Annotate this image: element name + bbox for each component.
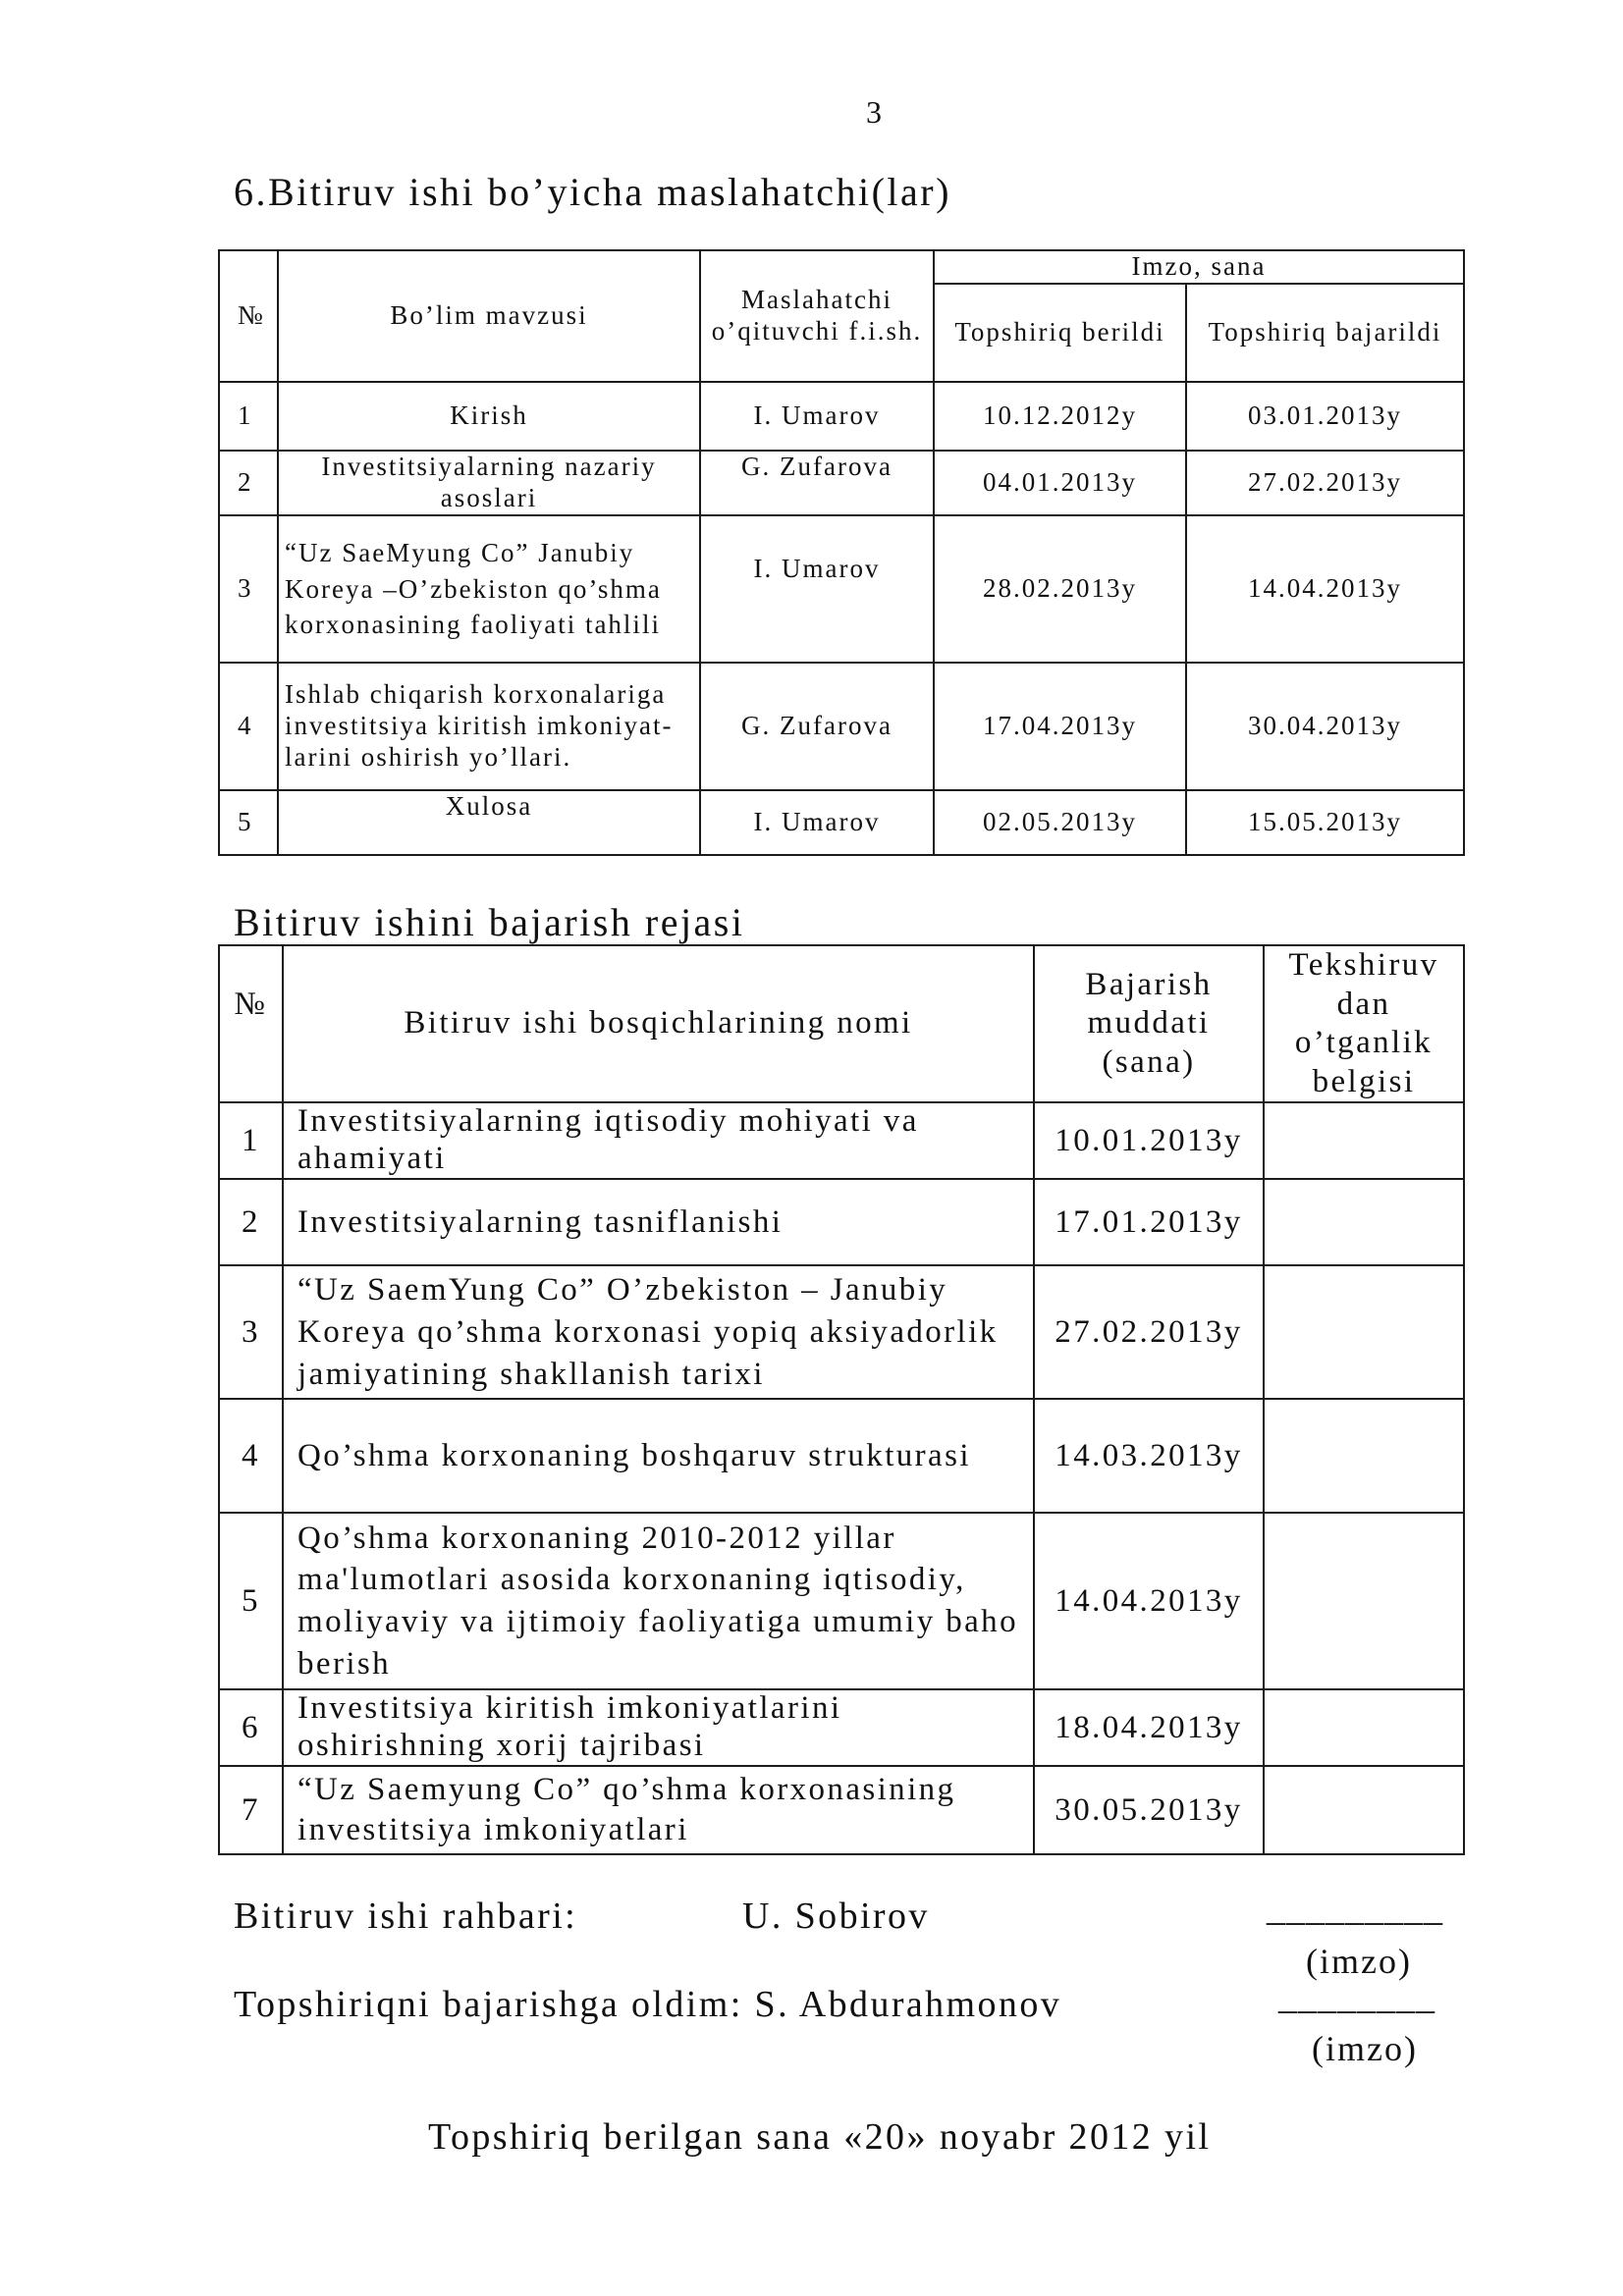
- row-done: 15.05.2013y: [1186, 790, 1464, 855]
- table-row: [219, 515, 1464, 663]
- row-check: [1264, 1102, 1464, 1179]
- header-check: Tekshiruv dan o’tganlik belgisi: [1264, 945, 1464, 1102]
- student-signature-line: ________: [1278, 1976, 1435, 2017]
- table-row: [219, 451, 1464, 515]
- row-deadline: 14.04.2013y: [1034, 1513, 1264, 1689]
- row-stage: Investitsiya kiritish imkoniyatlarini oshirishning xorij tajribasi: [283, 1689, 1034, 1766]
- row-num: 4: [219, 1399, 283, 1513]
- row-deadline: 18.04.2013y: [1034, 1689, 1264, 1766]
- row-stage: Qo’shma korxonaning boshqaruv strukturasi: [283, 1399, 1034, 1513]
- row-topic: Xulosa: [278, 790, 700, 855]
- header-stage: Bitiruv ishi bosqichlarining nomi: [283, 945, 1034, 1102]
- header-given: Topshiriq berildi: [934, 284, 1186, 382]
- row-deadline: 27.02.2013y: [1034, 1265, 1264, 1399]
- row-check: [1264, 1766, 1464, 1854]
- row-check: [1264, 1399, 1464, 1513]
- student-signature-note: (imzo): [1312, 2029, 1418, 2068]
- header-num: №: [219, 250, 278, 382]
- table-row: [219, 790, 1464, 855]
- row-check: [1264, 1265, 1464, 1399]
- row-deadline: 10.01.2013y: [1034, 1102, 1264, 1179]
- row-done: 14.04.2013y: [1186, 515, 1464, 663]
- row-given: 04.01.2013y: [934, 451, 1186, 515]
- row-stage: Investitsiyalarning iqtisodiy mohiyati va ahamiyati: [283, 1102, 1034, 1179]
- row-deadline: 17.01.2013y: [1034, 1179, 1264, 1265]
- row-done: 03.01.2013y: [1186, 382, 1464, 451]
- header-sign-date: Imzo, sana: [934, 250, 1464, 284]
- table-row: [219, 1689, 1464, 1766]
- row-given: 28.02.2013y: [934, 515, 1186, 663]
- row-check: [1264, 1689, 1464, 1766]
- row-advisor: G. Zufarova: [700, 451, 934, 515]
- table-row: [219, 1179, 1464, 1265]
- row-topic: Investitsiyalarning nazariy asoslari: [278, 451, 700, 515]
- row-given: 02.05.2013y: [934, 790, 1186, 855]
- table-row: [219, 1265, 1464, 1399]
- supervisor-label: Bitiruv ishi rahbari:: [234, 1896, 578, 1937]
- header-advisor: Maslahatchi o’qituvchi f.i.sh.: [700, 250, 934, 382]
- page-number: 3: [866, 94, 882, 130]
- row-num: 3: [219, 1265, 283, 1399]
- supervisor-signature-line: _________: [1267, 1888, 1443, 1929]
- student-acceptance: Topshiriqni bajarishga oldim: S. Abdurahmonov: [234, 1984, 1062, 2025]
- row-num: 2: [219, 451, 278, 515]
- table-row: [219, 1399, 1464, 1513]
- row-stage: Qo’shma korxonaning 2010-2012 yillar ma'lumotlari asosida korxonaning iqtisodiy, moliyaviy va ijtimoiy faoliyatiga umumiy baho berish: [283, 1513, 1034, 1689]
- work-plan-table: [218, 944, 1465, 1855]
- row-stage: “Uz SaemYung Co” O’zbekiston – Janubiy Koreya qo’shma korxonasi yopiq aksiyadorlik jamiyatining shakllanish tarixi: [283, 1265, 1034, 1399]
- table-row: [219, 1766, 1464, 1854]
- section-6-title: 6.Bitiruv ishi bo’yicha maslahatchi(lar): [234, 170, 951, 214]
- row-advisor: G. Zufarova: [700, 663, 934, 790]
- row-num: 4: [219, 663, 278, 790]
- issued-date: Topshiriq berilgan sana «20» noyabr 2012 yil: [428, 2116, 1212, 2158]
- row-topic: Ishlab chiqarish korxonalariga investitsiya kiritish imkoniyat-larini oshirish yo’llari.: [278, 663, 700, 790]
- header-done: Topshiriq bajarildi: [1186, 284, 1464, 382]
- row-num: 5: [219, 1513, 283, 1689]
- table-row: [219, 663, 1464, 790]
- table-row: [219, 382, 1464, 451]
- supervisor-name: U. Sobirov: [742, 1896, 930, 1937]
- row-stage: Investitsiyalarning tasniflanishi: [283, 1179, 1034, 1265]
- row-topic: “Uz SaeMyung Co” Janubiy Koreya –O’zbekiston qo’shma korxonasining faoliyati tahlili: [278, 515, 700, 663]
- row-advisor: I. Umarov: [700, 382, 934, 451]
- supervisor-signature-note: (imzo): [1306, 1942, 1412, 1981]
- row-done: 30.04.2013y: [1186, 663, 1464, 790]
- table-row: [219, 1513, 1464, 1689]
- header-topic: Bo’lim mavzusi: [278, 250, 700, 382]
- row-stage: “Uz Saemyung Co” qo’shma korxonasining investitsiya imkoniyatlari: [283, 1766, 1034, 1854]
- plan-title: Bitiruv ishini bajarish rejasi: [234, 900, 745, 944]
- row-num: 1: [219, 382, 278, 451]
- row-deadline: 30.05.2013y: [1034, 1766, 1264, 1854]
- row-check: [1264, 1513, 1464, 1689]
- row-topic: Kirish: [278, 382, 700, 451]
- row-num: 3: [219, 515, 278, 663]
- row-advisor: I. Umarov: [700, 790, 934, 855]
- row-num: 6: [219, 1689, 283, 1766]
- header-num: №: [219, 945, 283, 1102]
- header-deadline: Bajarish muddati (sana): [1034, 945, 1264, 1102]
- row-advisor: I. Umarov: [700, 515, 934, 663]
- row-num: 7: [219, 1766, 283, 1854]
- row-num: 5: [219, 790, 278, 855]
- row-given: 17.04.2013y: [934, 663, 1186, 790]
- row-given: 10.12.2012y: [934, 382, 1186, 451]
- row-num: 2: [219, 1179, 283, 1265]
- row-deadline: 14.03.2013y: [1034, 1399, 1264, 1513]
- row-done: 27.02.2013y: [1186, 451, 1464, 515]
- advisors-table: [218, 249, 1465, 856]
- row-num: 1: [219, 1102, 283, 1179]
- row-check: [1264, 1179, 1464, 1265]
- table-row: [219, 1102, 1464, 1179]
